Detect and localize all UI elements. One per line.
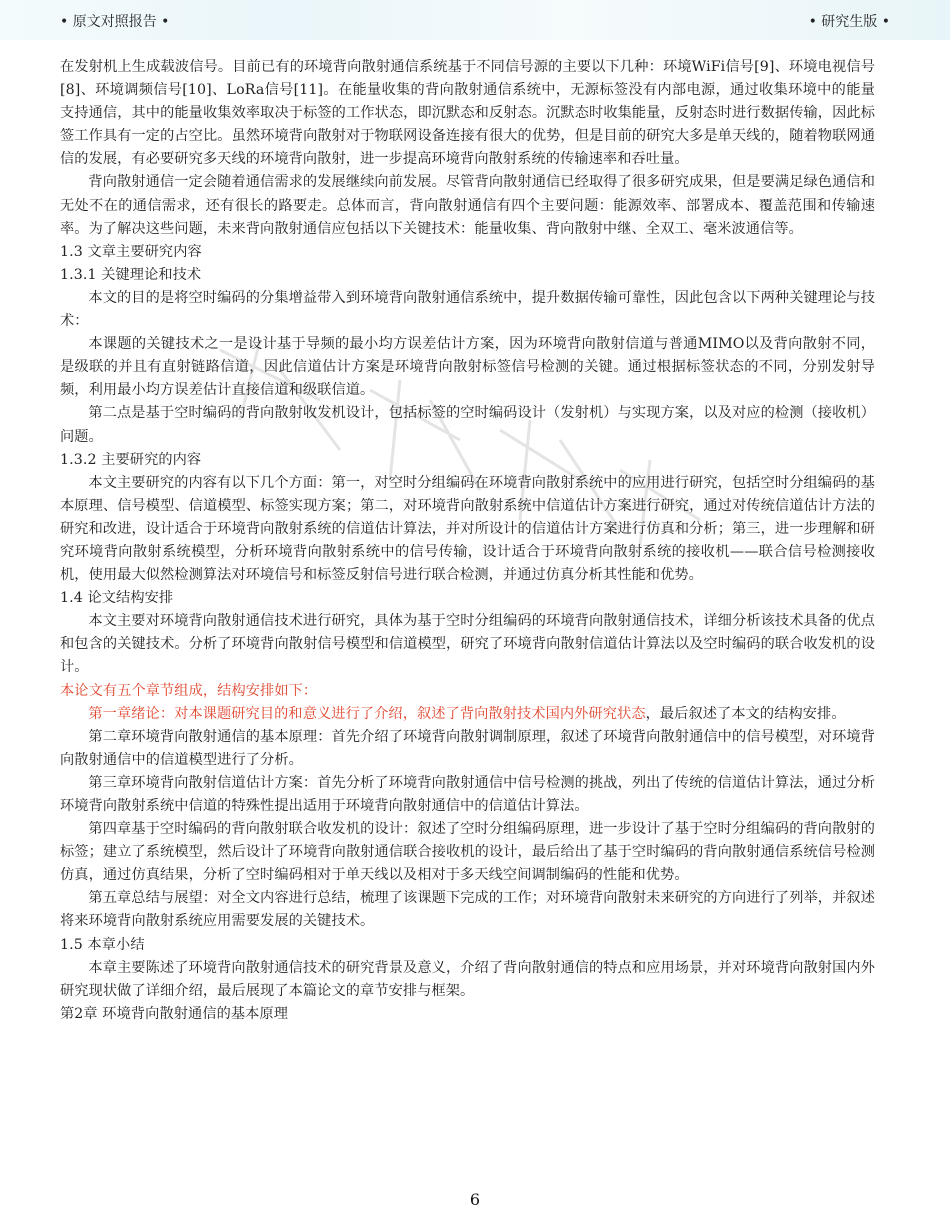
section-heading-1-3: 1.3 文章主要研究内容 xyxy=(60,243,202,260)
section-heading-1-4: 1.4 论文结构安排 xyxy=(60,590,174,607)
document-body xyxy=(60,56,875,1026)
section-heading-1-3-2: 1.3.2 主要研究的内容 xyxy=(60,451,202,468)
paragraph-key-technology-one: 本课题的关键技术之一是设计基于导频的最小均方误差估计方案，因为环境背向散射信道与普通MIMO以及背向散射不同，是级联的并且有直射链路信道，因此信道估计方案是环境背向散射标签信号检测的关键。通过根据标签状态的不同，分别发射导频，利用最小均方误差估计直接信道和级联信道。 xyxy=(60,336,875,399)
paragraph-chapter-four: 第四章基于空时编码的背向散射联合收发机的设计：叙述了空时分组编码原理，进一步设计了基于空时分组编码的背向散射的标签；建立了系统模型，然后设计了环境背向散射通信联合接收机的设计，最后给出了基于空时编码的背向散射通信系统信号检测仿真，通过仿真结果，分析了空时编码相对于单天线以及相对于多天线空间调制编码的性能和优势。 xyxy=(60,821,875,884)
header-edition-label: • 研究生版 • xyxy=(808,14,890,30)
paragraph-chapter-three: 第三章环境背向散射信道估计方案：首先分析了环境背向散射通信中信号检测的挑战，列出了传统的信道估计算法，通过分析环境背向散射系统中信道的特殊性提出适用于环境背向散射通信中的信道估计算法。 xyxy=(60,774,875,814)
chapter-one-rest-text: ，最后叙述了本文的结构安排。 xyxy=(645,705,846,722)
paragraph-research-goal: 本文的目的是将空时编码的分集增益带入到环境背向散射通信系统中，提升数据传输可靠性，因此包含以下两种关键理论与技术： xyxy=(60,289,875,330)
section-heading-1-5: 1.5 本章小结 xyxy=(60,936,145,953)
report-header xyxy=(0,0,950,40)
paragraph-research-content: 本文主要研究的内容有以下几个方面：第一，对空时分组编码在环境背向散射系统中的应用进行研究，包括空时分组编码的基本原理、信号模型、信道模型、标签实现方案；第二，对环境背向散射系统中信道估计方案进行研究，通过对传统信道估计方法的研究和改进，设计适合于环境背向散射系统的信道估计算法，并对所设计的信道估计方案进行仿真和分析；第三，进一步理解和研究环境背向散射系统模型，分析环境背向散射系统中的信号传输，设计适合于环境背向散射系统的接收机——联合信号检测接收机，使用最大似然检测算法对环境信号和标签反射信号进行联合检测，并通过仿真分析其性能和优势。 xyxy=(60,474,875,584)
header-report-title: • 原文对照报告 • xyxy=(60,14,170,30)
paragraph-chapter-one xyxy=(60,703,875,726)
paragraph-future-development: 背向散射通信一定会随着通信需求的发展继续向前发展。尽管背向散射通信已经取得了很多研究成果，但是要满足绿色通信和无处不在的通信需求，还有很长的路要走。总体而言，背向散射通信有四个主要问题：能源效率、部署成本、覆盖范围和传输速率。为了解决这些问题，未来背向散射通信应包括以下关键技术：能量收集、背向散射中继、全双工、毫米波通信等。 xyxy=(60,174,875,237)
paragraph-key-technology-two: 第二点是基于空时编码的背向散射收发机设计，包括标签的空时编码设计（发射机）与实现方案，以及对应的检测（接收机）问题。 xyxy=(60,405,875,445)
paragraph-chapter-intro-highlight: 本论文有五个章节组成，结构安排如下： xyxy=(60,682,318,699)
paragraph-structure-overview: 本文主要对环境背向散射通信技术进行研究，具体为基于空时分组编码的环境背向散射通信技术，详细分析该技术具备的优点和包含的关键技术。分析了环境背向散射信号模型和信道模型，研究了环境背向散射信道估计算法以及空时编码的联合收发机的设计。 xyxy=(60,613,875,676)
section-heading-1-3-1: 1.3.1 关键理论和技术 xyxy=(60,266,202,283)
paragraph-chapter-summary: 本章主要陈述了环境背向散射通信技术的研究背景及意义，介绍了背向散射通信的特点和应用场景，并对环境背向散射国内外研究现状做了详细介绍，最后展现了本篇论文的章节安排与框架。 xyxy=(60,959,875,999)
paragraph-chapter-two: 第二章环境背向散射通信的基本原理：首先介绍了环境背向散射调制原理，叙述了环境背向散射通信中的信号模型，对环境背向散射通信中的信道模型进行了分析。 xyxy=(60,728,875,768)
paragraph-signal-sources: 在发射机上生成载波信号。目前已有的环境背向散射通信系统基于不同信号源的主要以下几种：环境WiFi信号[9]、环境电视信号[8]、环境调频信号[10]、LoRa信号[11]。在能量收集的背向散射通信系统中，无源标签没有内部电源，通过收集环境中的能量支持通信，其中的能量收集效率取决于标签的工作状态，即沉默态和反射态。沉默态时收集能量，反射态时进行数据传输，因此标签工作具有一定的占空比。虽然环境背向散射对于物联网设备连接有很大的优势，但是目前的研究大多是单天线的，随着物联网通信的发展，有必要研究多天线的环境背向散射，进一步提高环境背向散射系统的传输速率和吞吐量。 xyxy=(60,59,875,168)
chapter-one-highlight-text: 第一章绪论：对本课题研究目的和意义进行了介绍，叙述了背向散射技术国内外研究状态 xyxy=(88,705,646,722)
page-number: 6 xyxy=(469,1190,481,1209)
chapter-2-heading: 第2章 环境背向散射通信的基本原理 xyxy=(60,1005,289,1022)
paragraph-chapter-five: 第五章总结与展望：对全文内容进行总结，梳理了该课题下完成的工作；对环境背向散射未来研究的方向进行了列举，并叙述将来环境背向散射系统应用需要发展的关键技术。 xyxy=(60,890,875,930)
